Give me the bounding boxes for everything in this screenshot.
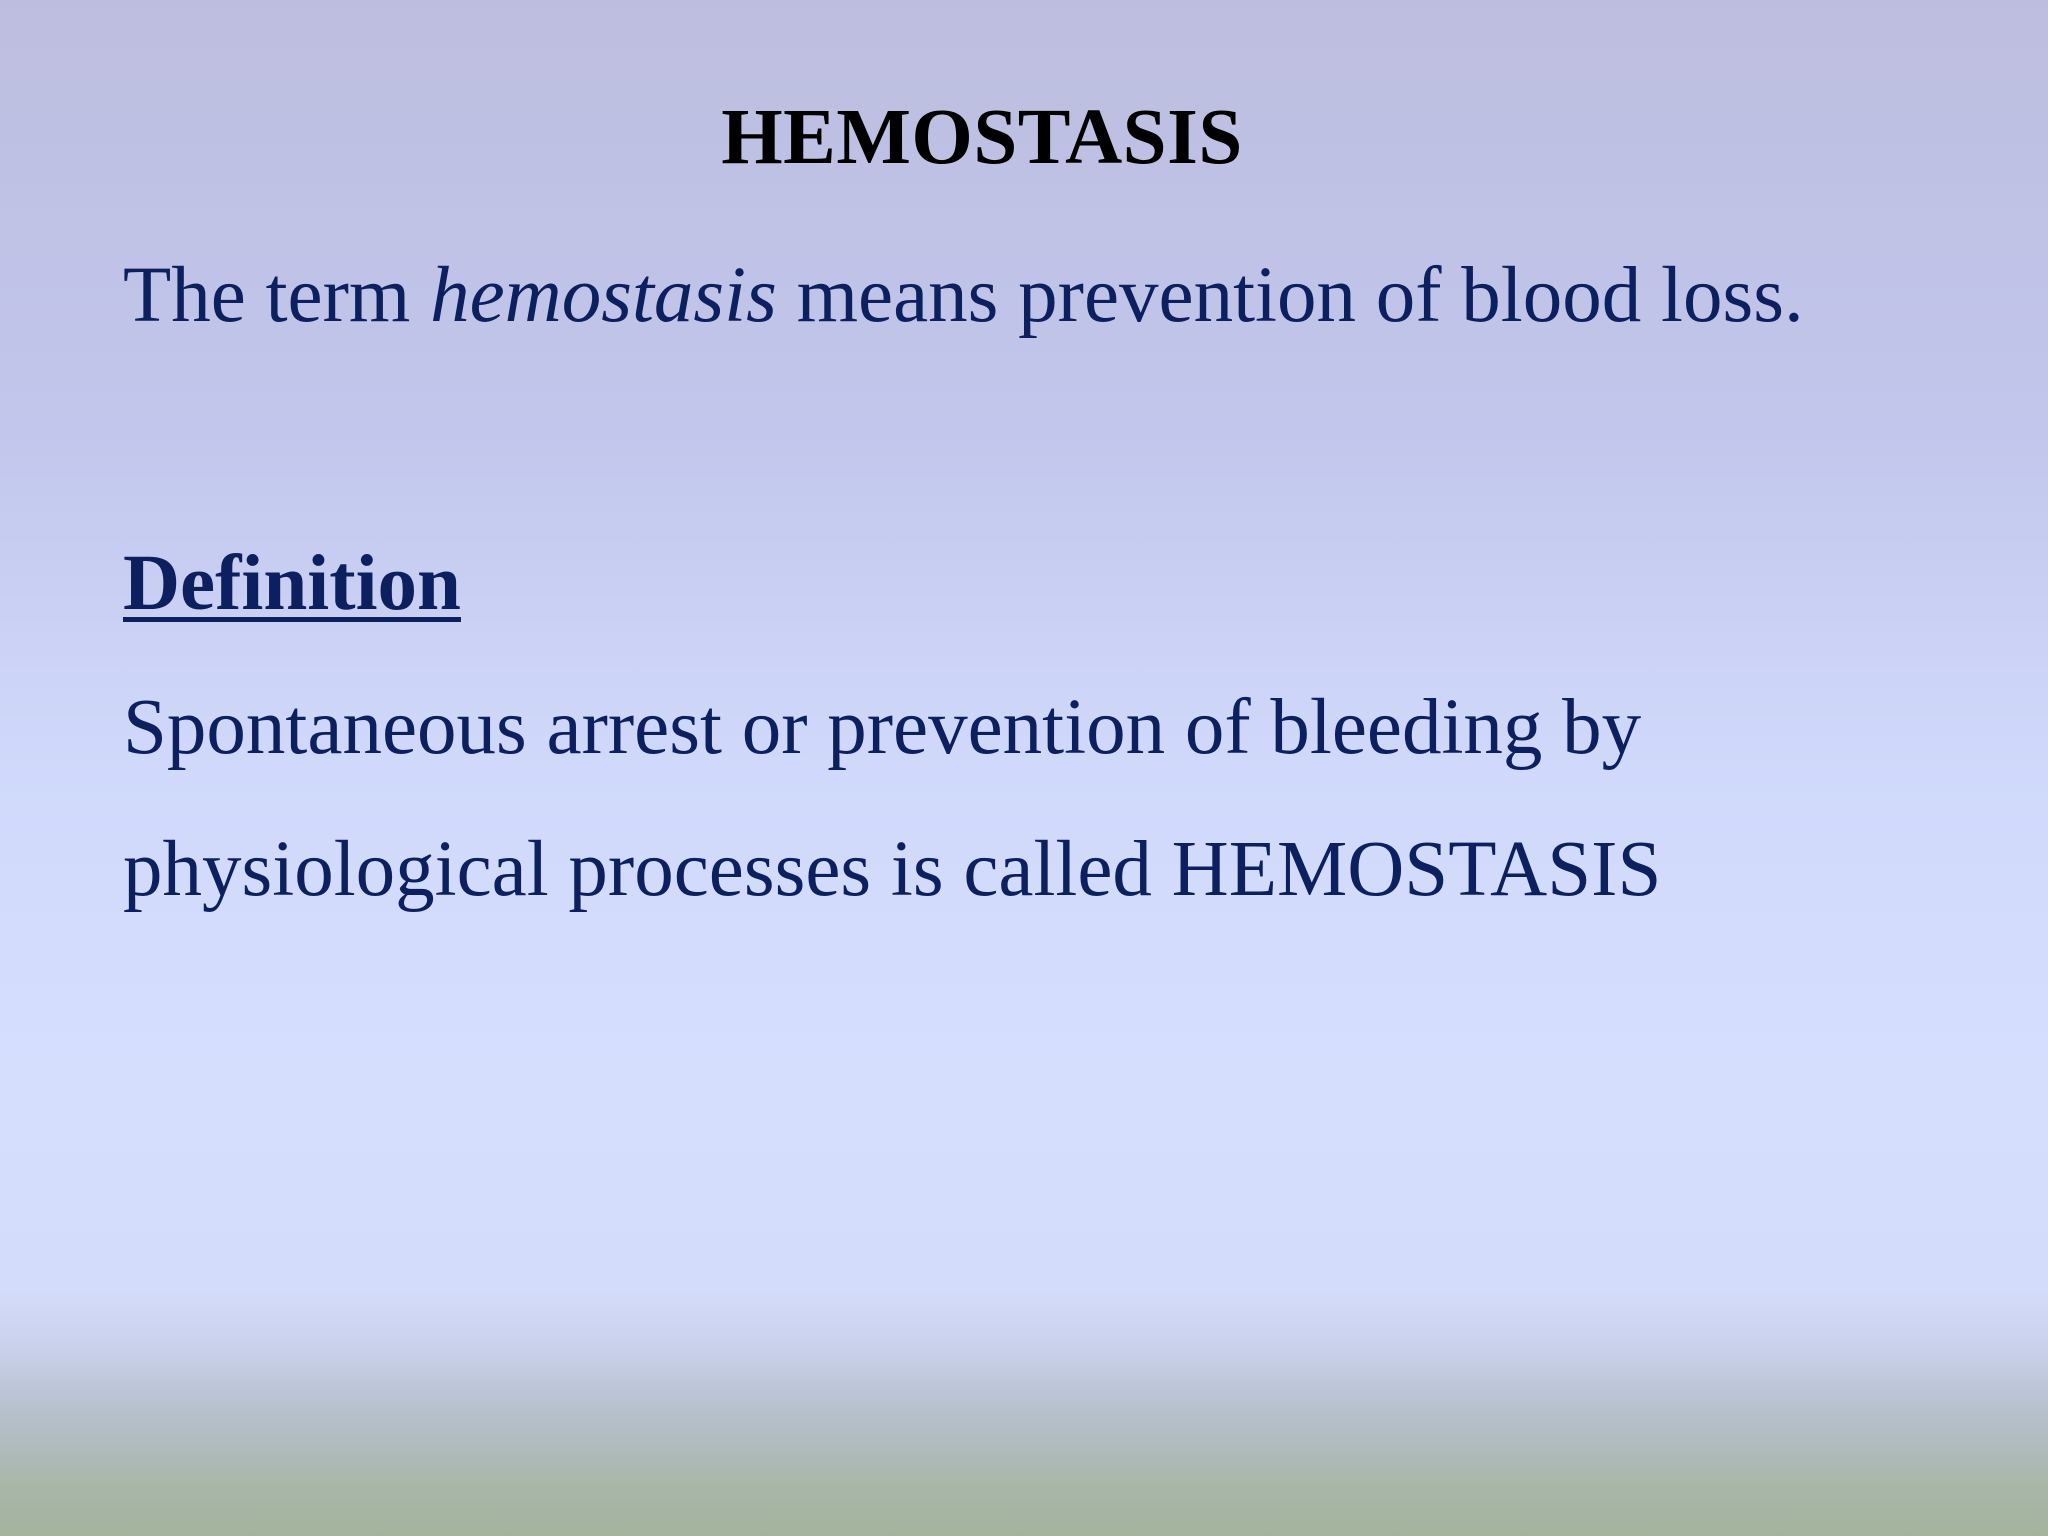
slide-title: HEMOSTASIS bbox=[721, 94, 1243, 181]
definition-line-1: Spontaneous arrest or prevention of bleeding by bbox=[123, 684, 1642, 771]
definition-line-2: physiological processes is called HEMOSTASIS bbox=[123, 826, 1662, 913]
intro-text-before: The term bbox=[123, 252, 431, 339]
definition-heading: Definition bbox=[123, 540, 461, 627]
intro-emphasis-term: hemostasis bbox=[430, 252, 777, 339]
intro-sentence bbox=[123, 252, 1804, 339]
intro-text-after: means prevention of blood loss. bbox=[776, 252, 1804, 339]
